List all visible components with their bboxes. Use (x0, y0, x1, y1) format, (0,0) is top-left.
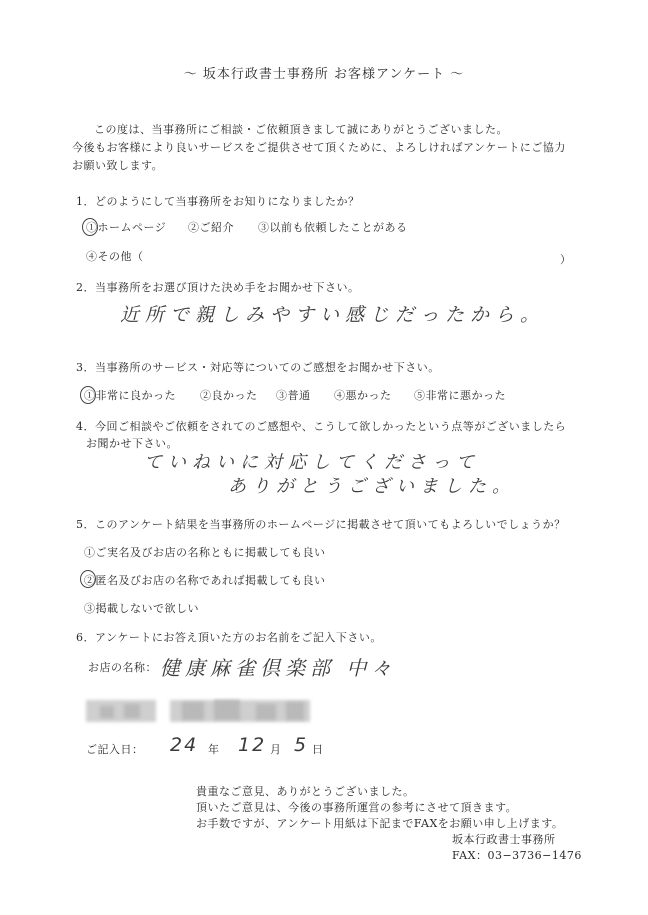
year-unit: 年 (208, 743, 220, 756)
q1-option-referral: ②ご紹介 (188, 221, 234, 234)
day-unit: 日 (312, 743, 324, 756)
date-month: 12 (238, 734, 267, 756)
question-4-line-2: お聞かせ下さい。 (86, 437, 178, 450)
question-4-line-1: 4．今回ご相談やご依頼をされてのご感想や、こうして欲しかったという点等がございましたら (76, 420, 567, 433)
question-5: 5．このアンケート結果を当事務所のホームページに掲載させて頂いてもよろしいでしょうか？ (76, 518, 566, 531)
intro-line-1: この度は、当事務所にご相談・ご依頼頂きまして誠にありがとうございました。 (94, 123, 508, 136)
selected-circle-mark (82, 218, 98, 236)
question-6: 6．アンケートにお答え頂いた方のお名前をご記入下さい。 (76, 631, 382, 644)
shop-name-handwritten: 健康麻雀倶楽部 中々 (160, 656, 397, 680)
closing-line-3: お手数ですが、アンケート用紙は下記までFAXをお願い申し上げます。 (196, 817, 564, 830)
q3-option-very-bad: ⑤非常に悪かった (414, 389, 506, 402)
page-title: 〜 坂本行政書士事務所 お客様アンケート 〜 (183, 67, 465, 82)
q3-option-very-good: ①非常に良かった (84, 389, 176, 402)
q1-other-close-paren: ） (560, 253, 571, 266)
question-2: 2．当事務所をお選び頂けた決め手をお聞かせ下さい。 (76, 281, 360, 294)
closing-line-2: 頂いたご意見は、今後の事務所運営の参考にさせて頂きます。 (196, 801, 518, 814)
q5-option-anonymous: ②匿名及びお店の名称であれば掲載しても良い (84, 574, 326, 587)
q1-option-other: ④その他（ (86, 250, 144, 263)
q5-option-real-name: ①ご実名及びお店の名称ともに掲載しても良い (84, 546, 326, 559)
q3-option-good: ②良かった (200, 389, 258, 402)
q3-option-normal: ③普通 (276, 389, 311, 402)
intro-line-2: 今後もお客様により良いサービスをご提供させて頂くために、よろしければアンケートにご協力 (72, 141, 566, 154)
month-unit: 月 (270, 743, 282, 756)
q5-option-no-publish: ③掲載しないで欲しい (84, 602, 199, 615)
question-3: 3．当事務所のサービス・対応等についてのご感想をお聞かせ下さい。 (76, 361, 440, 374)
date-day: 5 (294, 734, 313, 756)
q2-handwritten-answer: 近所で親しみやすい感じだったから。 (120, 304, 546, 326)
closing-line-1: 貴重なご意見、ありがとうございました。 (196, 785, 415, 798)
q1-option-homepage: ①ホームページ (86, 221, 167, 234)
q3-option-bad: ④悪かった (334, 389, 392, 402)
fax-number: FAX：03−3736−1476 (452, 849, 582, 862)
office-name: 坂本行政書士事務所 (452, 833, 556, 846)
q4-handwritten-answer-line-1: ていねいに対応してくださって (144, 452, 480, 473)
q4-handwritten-answer-line-2: ありがとうございました。 (228, 476, 516, 497)
intro-line-3: お願い致します。 (72, 159, 164, 172)
shop-name-label: お店の名称： (88, 661, 157, 674)
q1-option-repeat: ③以前も依頼したことがある (258, 221, 408, 234)
date-year: 24 (170, 734, 199, 756)
date-label: ご記入日： (86, 743, 144, 756)
question-1: 1．どのようにして当事務所をお知りになりましたか？ (76, 195, 360, 208)
